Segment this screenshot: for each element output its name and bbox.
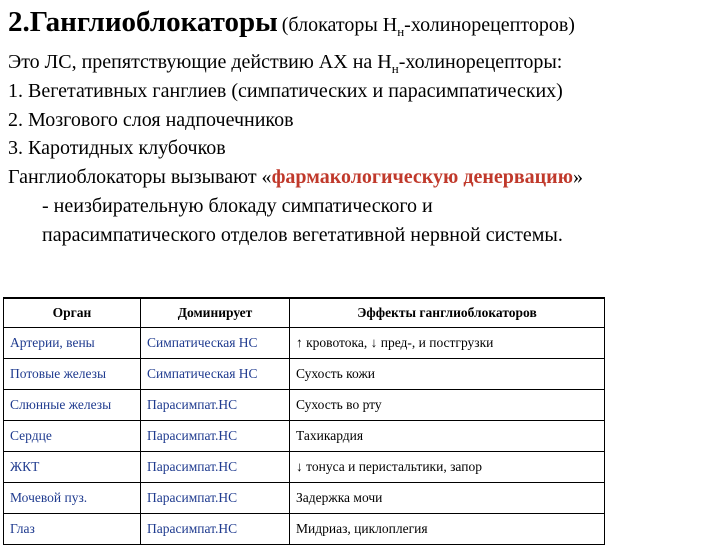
dominant-cell: Парасимпат.НС xyxy=(141,420,290,451)
continuation-line: парасимпатического отделов вегетативной нервной системы. xyxy=(42,223,563,246)
effect-cell: Задержка мочи xyxy=(290,482,605,513)
list-item: 2. Мозгового слоя надпочечников xyxy=(8,108,294,131)
effect-cell: Тахикардия xyxy=(290,420,605,451)
table-row xyxy=(4,451,605,482)
dominant-cell: Симпатическая НС xyxy=(141,358,290,389)
list-item: 1. Вегетативных ганглиев (симпатических и парасимпатических) xyxy=(8,79,563,102)
definition-line: Это ЛС, препятствующие действию АХ на $Н_н$-холинорецепторы: xyxy=(8,51,563,76)
organ-cell: Потовые железы xyxy=(4,358,141,389)
table-row xyxy=(4,420,605,451)
slide-title xyxy=(8,6,575,40)
highlight-term: фармакологическую денервацию xyxy=(271,166,573,189)
organ-cell: Сердце xyxy=(4,420,141,451)
header-effects: Эффекты ганглиоблокаторов xyxy=(290,298,605,327)
table-row xyxy=(4,358,605,389)
table-header-row xyxy=(4,298,605,327)
effect-cell: Сухость кожи xyxy=(290,358,605,389)
dominant-cell: Парасимпат.НС xyxy=(141,513,290,544)
organ-cell: Слюнные железы xyxy=(4,389,141,420)
continuation-line: - неизбирательную блокаду симпатического и xyxy=(42,194,433,217)
organ-cell: ЖКТ xyxy=(4,451,141,482)
table-row xyxy=(4,482,605,513)
dominant-cell: Симпатическая НС xyxy=(141,327,290,358)
dominant-cell: Парасимпат.НС xyxy=(141,389,290,420)
table-row xyxy=(4,389,605,420)
table-row xyxy=(4,513,605,544)
list-item: 3. Каротидных клубочков xyxy=(8,137,226,160)
organ-cell: Артерии, вены xyxy=(4,327,141,358)
effects-table xyxy=(3,297,605,545)
title-subtitle: (блокаторы $Н_н-холинорецепторов$) xyxy=(281,14,575,39)
dominant-cell: Парасимпат.НС xyxy=(141,482,290,513)
dominant-cell: Парасимпат.НС xyxy=(141,451,290,482)
organ-cell: Глаз xyxy=(4,513,141,544)
effect-cell: ↓ тонуса и перистальтики, запор xyxy=(290,451,605,482)
table-row xyxy=(4,327,605,358)
organ-cell: Мочевой пуз. xyxy=(4,482,141,513)
header-dominant: Доминирует xyxy=(141,298,290,327)
header-organ: Орган xyxy=(4,298,141,327)
slide-body xyxy=(8,48,714,250)
denervation-line: Ганглиоблокаторы вызывают «фармакологическую денервацию» xyxy=(8,166,583,189)
effect-cell: ↑ кровотока, ↓ пред-, и постгрузки xyxy=(290,327,605,358)
title-main: 2.Ганглиоблокаторы xyxy=(8,6,278,38)
effect-cell: Мидриаз, циклоплегия xyxy=(290,513,605,544)
effect-cell: Сухость во рту xyxy=(290,389,605,420)
